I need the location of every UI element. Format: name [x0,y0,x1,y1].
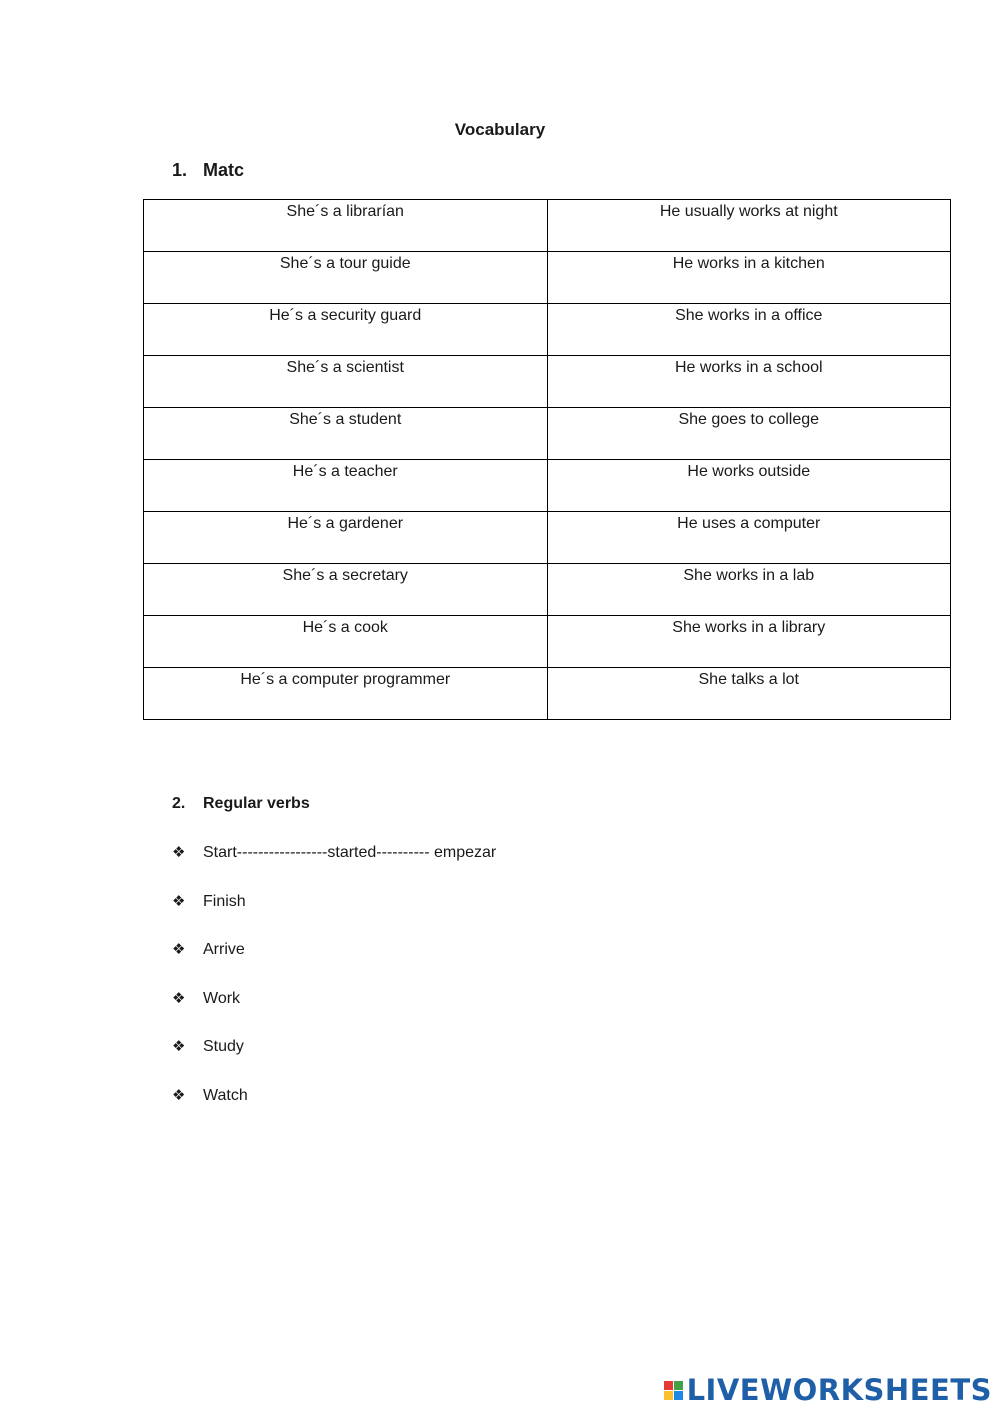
description-cell [547,512,951,564]
cell-text: He´s a teacher [292,463,398,480]
description-cell [547,564,951,616]
job-cell [144,512,548,564]
description-cell [547,616,951,668]
diamond-bullet-icon: ❖ [172,892,186,910]
section-label: Matc [203,160,245,180]
cell-text: She´s a scientist [286,359,404,376]
cell-text: He usually works at night [659,203,838,220]
brand-mark-square [674,1381,683,1390]
description-cell [547,356,951,408]
cell-text: She´s a student [289,411,402,428]
verb-text: Work [203,989,241,1007]
diamond-bullet-icon: ❖ [172,1086,186,1104]
verb-item [172,842,496,891]
description-cell [547,668,951,720]
table-row [144,200,951,252]
cell-text: He uses a computer [677,515,821,532]
cell-text: She works in a library [672,619,826,636]
table-row [144,408,951,460]
cell-text: She goes to college [678,411,820,428]
cell-text: He works in a kitchen [672,255,825,272]
verb-text: Arrive [203,941,245,959]
verb-text: Watch [203,1086,248,1104]
description-cell [547,460,951,512]
section-heading-match [172,160,244,181]
section-heading-regular-verbs [172,795,310,813]
job-cell [144,304,548,356]
cell-text: She´s a tour guide [279,255,411,272]
cell-text: She´s a librarían [286,203,404,220]
verb-list [172,842,496,1134]
job-cell [144,616,548,668]
job-cell [144,460,548,512]
cell-text: He works in a school [674,359,823,376]
cell-text: He works outside [687,463,811,480]
brand-mark-icon [664,1381,683,1400]
diamond-bullet-icon: ❖ [172,1038,186,1056]
job-cell [144,564,548,616]
section-number: 1. [172,160,188,180]
verb-item [172,1085,496,1134]
job-cell [144,252,548,304]
table-row [144,668,951,720]
verb-item [172,891,496,940]
cell-text: He´s a gardener [287,515,404,532]
table-row [144,512,951,564]
brand-mark-square [674,1391,683,1400]
cell-text: He´s a security guard [269,307,422,324]
verb-text: Start-----------------started---------- empezar [203,844,497,861]
table-row [144,564,951,616]
liveworksheets-logo [664,1373,992,1407]
brand-mark-square [664,1391,673,1400]
job-cell [144,668,548,720]
diamond-bullet-icon: ❖ [172,941,186,959]
description-cell [547,200,951,252]
diamond-bullet-icon: ❖ [172,844,186,861]
description-cell [547,252,951,304]
table-row [144,252,951,304]
cell-text: He´s a computer programmer [240,671,451,688]
cell-text: She works in a office [675,307,823,324]
verb-text: Study [203,1038,244,1056]
match-table [143,199,951,720]
table-row [144,304,951,356]
job-cell [144,408,548,460]
cell-text: She´s a secretary [282,567,408,584]
cell-text: He´s a cook [302,619,388,636]
description-cell [547,304,951,356]
page-title: Vocabulary [454,120,546,139]
brand-text: LIVEWORKSHEETS [686,1373,992,1407]
job-cell [144,356,548,408]
job-cell [144,200,548,252]
description-cell [547,408,951,460]
verb-item [172,1036,496,1085]
diamond-bullet-icon: ❖ [172,989,186,1007]
verb-text: Finish [203,892,246,910]
table-row [144,356,951,408]
verb-item [172,939,496,988]
section-label: Regular verbs [203,795,310,812]
cell-text: She works in a lab [683,567,815,584]
table-row [144,460,951,512]
brand-mark-square [664,1381,673,1390]
verb-item [172,988,496,1037]
section-number: 2. [172,795,186,812]
cell-text: She talks a lot [698,671,799,688]
table-row [144,616,951,668]
